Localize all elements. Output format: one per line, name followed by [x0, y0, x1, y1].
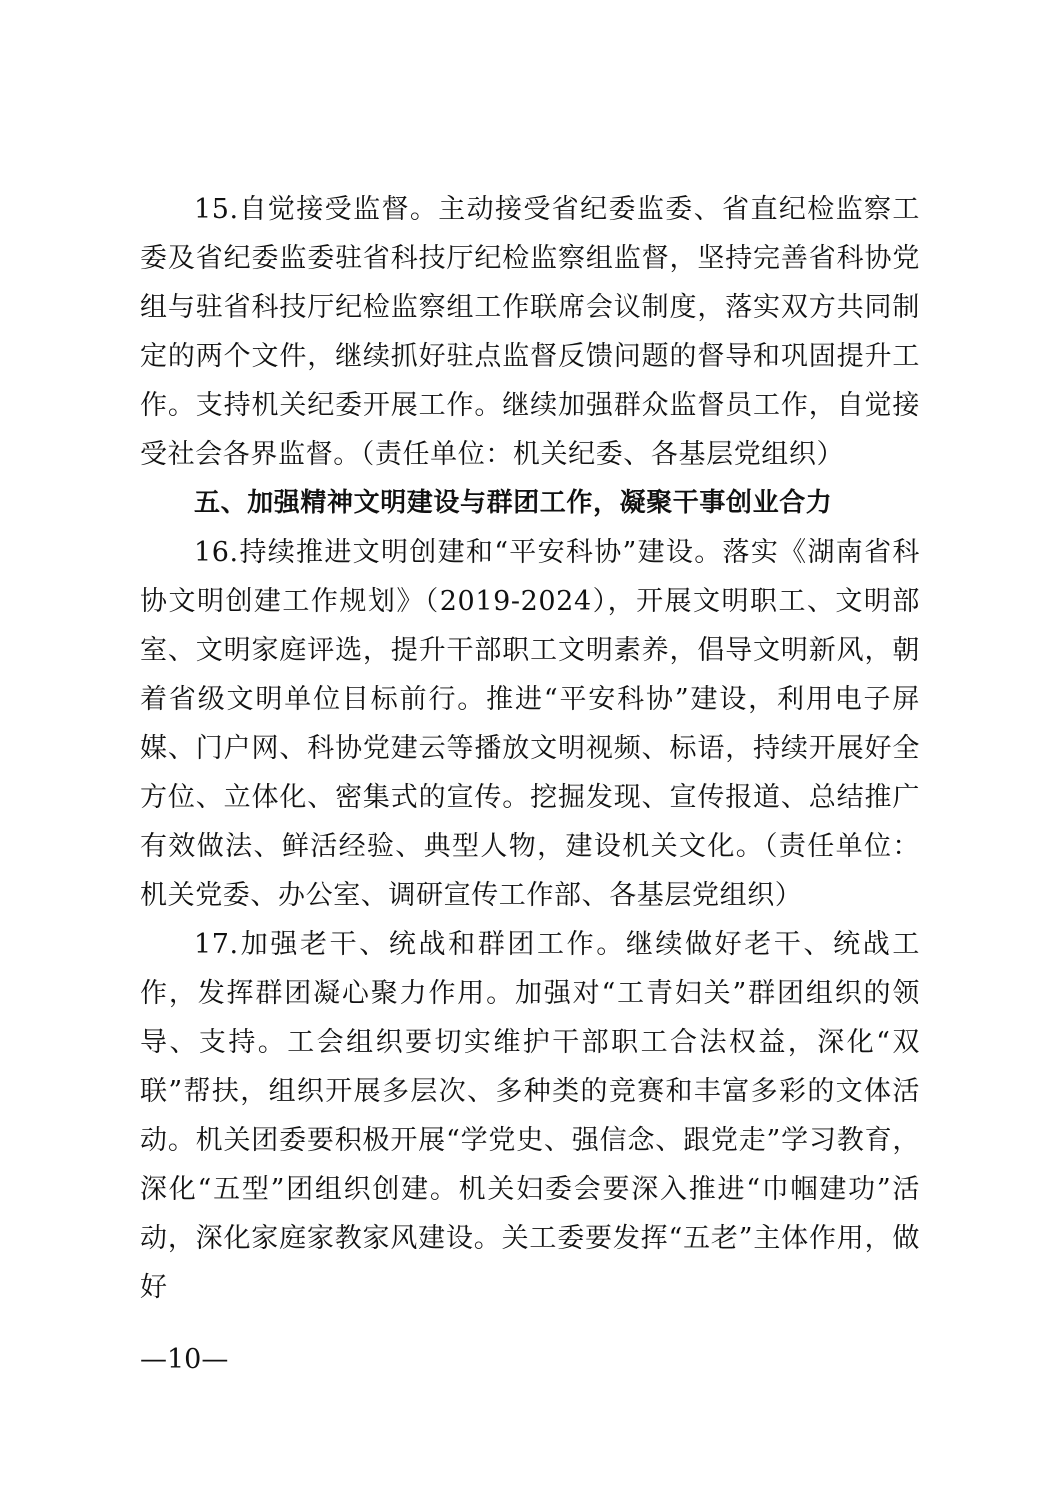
document-body	[140, 185, 920, 1312]
paragraph-item-16: 16.持续推进文明创建和“平安科协”建设。落实《湖南省科协文明创建工作规划》（2019-2024），开展文明职工、文明部室、文明家庭评选，提升干部职工文明素养，倡导文明新风，朝着省级文明单位目标前行。推进“平安科协”建设，利用电子屏媒、门户网、科协党建云等播放文明视频、标语，持续开展好全方位、立体化、密集式的宣传。挖掘发现、宣传报道、总结推广有效做法、鲜活经验、典型人物，建设机关文化。（责任单位：机关党委、办公室、调研宣传工作部、各基层党组织）	[140, 537, 920, 911]
paragraph-item-17: 17.加强老干、统战和群团工作。继续做好老干、统战工作，发挥群团凝心聚力作用。加强对“工青妇关”群团组织的领导、支持。工会组织要切实维护干部职工合法权益，深化“双联”帮扶，组织开展多层次、多种类的竞赛和丰富多彩的文体活动。机关团委要积极开展“学党史、强信念、跟党走”学习教育，深化“五型”团组织创建。机关妇委会要深入推进“巾帼建功”活动，深化家庭家教家风建设。关工委要发挥“五老”主体作用，做好	[140, 929, 920, 1303]
paragraph-item-15: 15.自觉接受监督。主动接受省纪委监委、省直纪检监察工委及省纪委监委驻省科技厅纪检监察组监督，坚持完善省科协党组与驻省科技厅纪检监察组工作联席会议制度，落实双方共同制定的两个文件，继续抓好驻点监督反馈问题的督导和巩固提升工作。支持机关纪委开展工作。继续加强群众监督员工作，自觉接受社会各界监督。（责任单位：机关纪委、各基层党组织）	[140, 194, 920, 470]
page-number: —10—	[140, 1344, 229, 1375]
section-heading-five: 五、加强精神文明建设与群团工作，凝聚干事创业合力	[194, 488, 833, 518]
